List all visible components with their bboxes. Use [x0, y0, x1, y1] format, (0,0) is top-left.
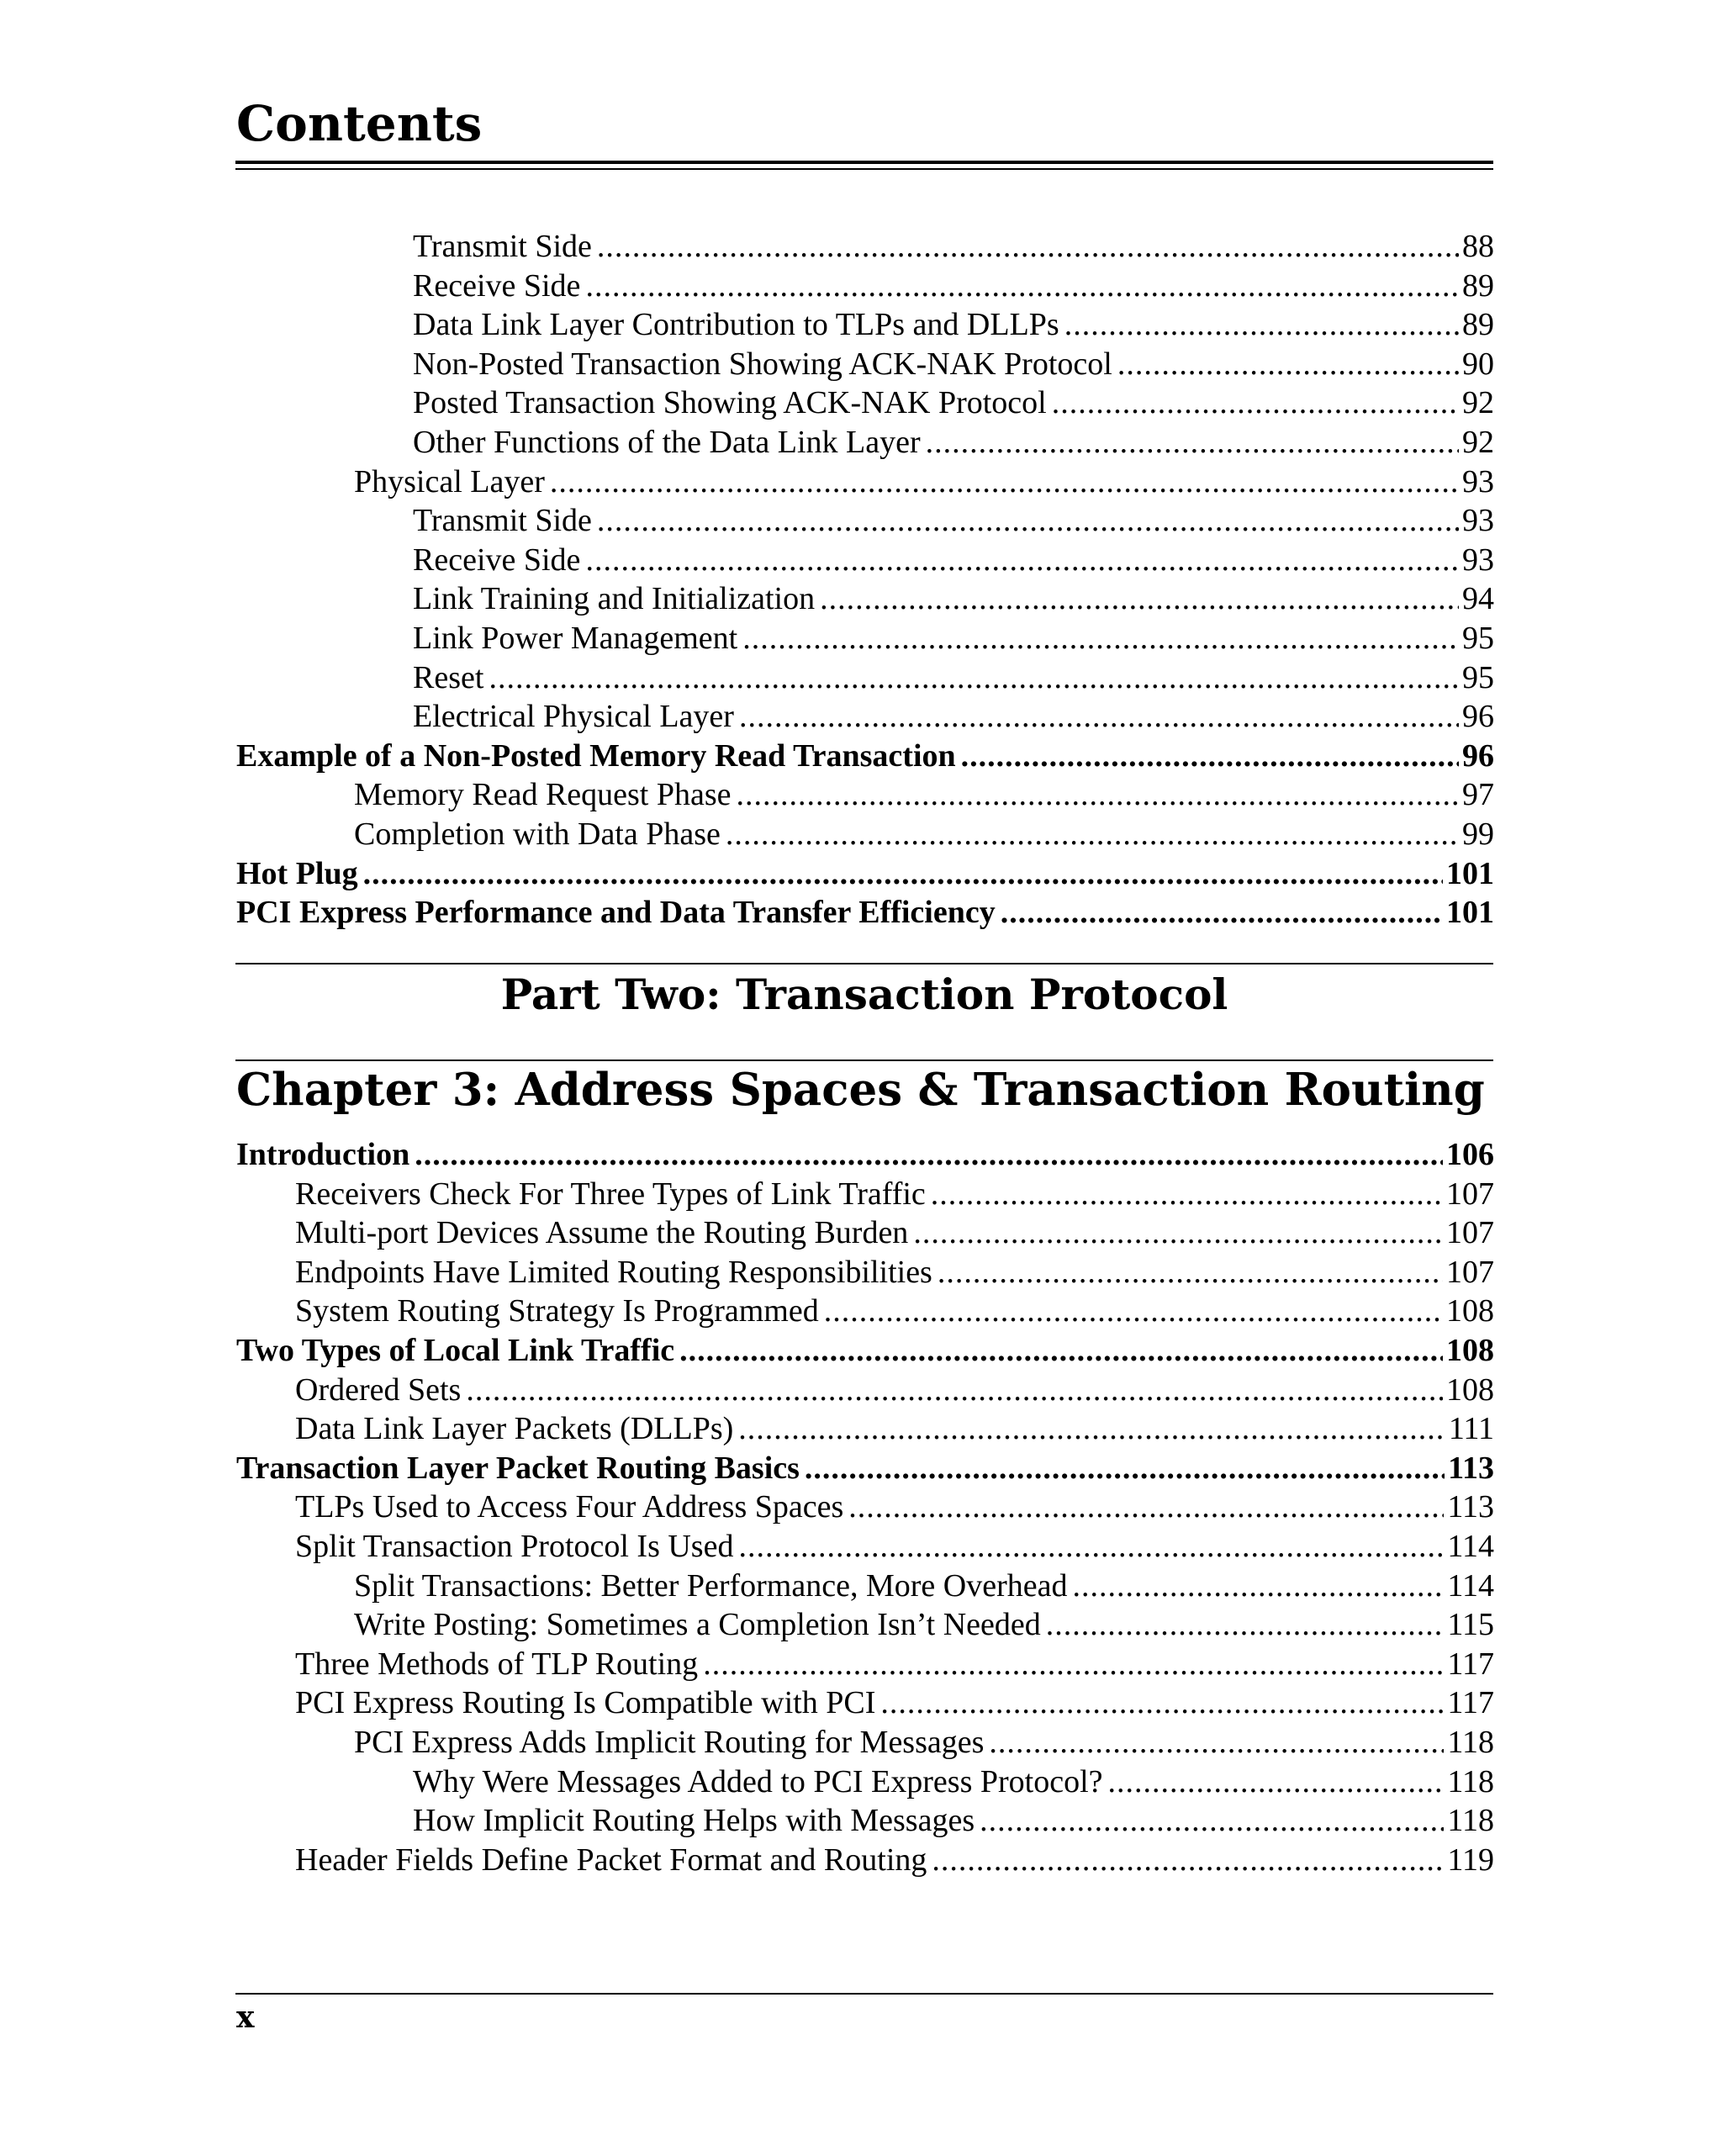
- dot-leader: [980, 1801, 1444, 1841]
- toc-entry-page-number: 114: [1447, 1528, 1494, 1564]
- part-title: Part Two: Transaction Protocol: [500, 970, 1228, 1019]
- toc-entry-label: Link Training and Initialization: [413, 581, 816, 617]
- toc-entry-page-number: 108: [1446, 1332, 1494, 1368]
- dot-leader: [489, 658, 1459, 698]
- toc-entry[interactable]: [236, 1723, 1494, 1762]
- dot-leader: [550, 462, 1459, 502]
- toc-entry[interactable]: [236, 658, 1494, 698]
- toc-entry-page-number: 95: [1462, 620, 1494, 656]
- toc-entry-label: Memory Read Request Phase: [354, 777, 732, 813]
- dot-leader: [738, 1409, 1445, 1449]
- toc-entry-label: Transaction Layer Packet Routing Basics: [236, 1450, 800, 1486]
- toc-entry-page-number: 94: [1462, 581, 1494, 617]
- dot-leader: [926, 423, 1459, 462]
- toc-entry-page-number: 107: [1446, 1254, 1494, 1290]
- toc-section-top: [236, 227, 1494, 933]
- toc-entry-label: Hot Plug: [236, 855, 358, 891]
- toc-entry-page-number: 114: [1447, 1567, 1494, 1604]
- dot-leader: [989, 1723, 1444, 1762]
- dot-leader: [932, 1841, 1444, 1880]
- toc-entry-page-number: 118: [1447, 1803, 1494, 1839]
- toc-entry[interactable]: [236, 383, 1494, 423]
- toc-entry[interactable]: [236, 1488, 1494, 1527]
- toc-entry[interactable]: [236, 1449, 1494, 1488]
- dot-leader: [1001, 893, 1443, 933]
- dot-leader: [913, 1213, 1443, 1253]
- dot-leader: [585, 267, 1459, 306]
- toc-entry-label: Electrical Physical Layer: [413, 699, 734, 735]
- toc-entry[interactable]: [236, 1801, 1494, 1841]
- toc-entry-label: Transmit Side: [413, 229, 592, 264]
- toc-entry-label: Multi-port Devices Assume the Routing Burden: [295, 1215, 909, 1251]
- toc-entry-page-number: 113: [1447, 1489, 1494, 1525]
- toc-entry-page-number: 117: [1447, 1685, 1494, 1721]
- toc-entry[interactable]: [236, 227, 1494, 267]
- footer-page-number: x: [236, 2000, 255, 2035]
- dot-leader: [738, 1527, 1444, 1567]
- toc-entry[interactable]: [236, 1253, 1494, 1292]
- toc-entry[interactable]: [236, 737, 1494, 776]
- toc-entry-label: Completion with Data Phase: [354, 816, 721, 852]
- toc-entry[interactable]: [236, 1605, 1494, 1645]
- dot-leader: [1108, 1762, 1445, 1802]
- dot-leader: [466, 1371, 1443, 1410]
- dot-leader: [363, 854, 1443, 894]
- dot-leader: [961, 737, 1459, 776]
- toc-entry-label: Data Link Layer Contribution to TLPs and DLLPs: [413, 307, 1059, 343]
- toc-entry-page-number: 89: [1462, 267, 1494, 304]
- toc-entry-page-number: 106: [1446, 1137, 1494, 1172]
- toc-entry[interactable]: [236, 775, 1494, 815]
- toc-entry[interactable]: [236, 579, 1494, 619]
- toc-entry-label: Ordered Sets: [295, 1371, 462, 1408]
- toc-entry[interactable]: [236, 501, 1494, 541]
- toc-entry-label: Two Types of Local Link Traffic: [236, 1332, 675, 1368]
- toc-entry-page-number: 89: [1462, 307, 1494, 343]
- toc-entry-label: Receive Side: [413, 267, 581, 304]
- dot-leader: [739, 697, 1459, 737]
- dot-leader: [820, 579, 1459, 619]
- toc-entry-label: System Routing Strategy Is Programmed: [295, 1293, 819, 1329]
- toc-entry-page-number: 107: [1446, 1176, 1494, 1212]
- dot-leader: [737, 775, 1459, 815]
- toc-entry-label: How Implicit Routing Helps with Messages: [413, 1803, 975, 1839]
- toc-entry-label: PCI Express Routing Is Compatible with PCI: [295, 1685, 876, 1721]
- toc-entry[interactable]: [236, 423, 1494, 462]
- toc-entry-label: Non-Posted Transaction Showing ACK-NAK Protocol: [413, 346, 1112, 382]
- dot-leader: [1072, 1567, 1444, 1606]
- toc-entry[interactable]: [236, 1409, 1494, 1449]
- toc-entry-page-number: 95: [1462, 659, 1494, 695]
- toc-entry[interactable]: [236, 1567, 1494, 1606]
- dot-leader: [1064, 305, 1459, 345]
- toc-entry[interactable]: [236, 1841, 1494, 1880]
- dot-leader: [805, 1449, 1445, 1488]
- toc-entry-label: Posted Transaction Showing ACK-NAK Protocol: [413, 385, 1047, 421]
- toc-entry[interactable]: [236, 1331, 1494, 1371]
- toc-entry-label: Why Were Messages Added to PCI Express Protocol?: [413, 1763, 1103, 1799]
- toc-entry-label: Receive Side: [413, 542, 581, 578]
- toc-section-chapter: [236, 1135, 1494, 1879]
- toc-entry[interactable]: [236, 1292, 1494, 1331]
- toc-entry-label: Introduction: [236, 1137, 410, 1172]
- toc-entry-page-number: 97: [1462, 777, 1494, 813]
- toc-entry-label: Split Transactions: Better Performance, More Overhead: [354, 1567, 1068, 1604]
- toc-entry-page-number: 101: [1446, 855, 1494, 891]
- toc-entry-page-number: 96: [1462, 699, 1494, 735]
- toc-entry[interactable]: [236, 1175, 1494, 1214]
- toc-entry-label: Three Methods of TLP Routing: [295, 1646, 699, 1682]
- toc-entry[interactable]: [236, 893, 1494, 933]
- part-rule-top: [235, 963, 1493, 964]
- toc-entry[interactable]: [236, 697, 1494, 737]
- toc-entry[interactable]: [236, 1213, 1494, 1253]
- toc-entry[interactable]: [236, 541, 1494, 580]
- toc-entry-label: Receivers Check For Three Types of Link Traffic: [295, 1176, 926, 1212]
- chapter-title: Chapter 3: Address Spaces & Transaction Routing: [236, 1064, 1485, 1116]
- toc-entry-label: Link Power Management: [413, 620, 738, 656]
- part-rule-bottom: [235, 1060, 1493, 1061]
- header-rule-thin: [235, 168, 1493, 170]
- toc-entry-page-number: 117: [1447, 1646, 1494, 1682]
- dot-leader: [597, 501, 1459, 541]
- toc-entry[interactable]: [236, 345, 1494, 384]
- toc-entry-label: Other Functions of the Data Link Layer: [413, 424, 921, 460]
- toc-entry[interactable]: [236, 1135, 1494, 1175]
- toc-entry-page-number: 113: [1448, 1450, 1494, 1486]
- toc-entry-label: PCI Express Performance and Data Transfer Efficiency: [236, 895, 996, 931]
- toc-entry[interactable]: [236, 1683, 1494, 1723]
- toc-entry-page-number: 101: [1446, 895, 1494, 931]
- toc-entry-page-number: 96: [1462, 737, 1494, 774]
- toc-entry-label: TLPs Used to Access Four Address Spaces: [295, 1489, 844, 1525]
- toc-entry-label: Header Fields Define Packet Format and Routing: [295, 1842, 927, 1878]
- toc-entry[interactable]: [236, 1371, 1494, 1410]
- dot-leader: [1117, 345, 1459, 384]
- toc-entry[interactable]: [236, 1762, 1494, 1802]
- toc-entry-page-number: 108: [1446, 1371, 1494, 1408]
- dot-leader: [585, 541, 1459, 580]
- toc-entry[interactable]: [236, 305, 1494, 345]
- toc-entry-page-number: 92: [1462, 385, 1494, 421]
- dot-leader: [597, 227, 1459, 267]
- dot-leader: [1052, 383, 1459, 423]
- toc-entry-label: Reset: [413, 659, 484, 695]
- toc-entry-page-number: 119: [1447, 1842, 1494, 1878]
- toc-entry-page-number: 99: [1462, 816, 1494, 852]
- header-rule-thick: [235, 161, 1493, 164]
- dot-leader: [931, 1175, 1443, 1214]
- toc-entry-label: Split Transaction Protocol Is Used: [295, 1528, 734, 1564]
- toc-entry[interactable]: [236, 462, 1494, 502]
- toc-entry-page-number: 107: [1446, 1215, 1494, 1251]
- toc-entry[interactable]: [236, 619, 1494, 658]
- toc-entry-page-number: 90: [1462, 346, 1494, 382]
- page-title: Contents: [236, 95, 483, 152]
- dot-leader: [726, 815, 1459, 854]
- dot-leader: [880, 1683, 1444, 1723]
- toc-entry-label: Transmit Side: [413, 503, 592, 539]
- toc-entry[interactable]: [236, 1527, 1494, 1567]
- toc-entry-page-number: 115: [1447, 1607, 1494, 1643]
- toc-entry-label: Data Link Layer Packets (DLLPs): [295, 1411, 734, 1447]
- dot-leader: [703, 1645, 1444, 1684]
- dot-leader: [848, 1488, 1444, 1527]
- toc-entry[interactable]: [236, 854, 1494, 894]
- toc-entry-label: PCI Express Adds Implicit Routing for Messages: [354, 1724, 985, 1760]
- dot-leader: [679, 1331, 1443, 1371]
- toc-entry[interactable]: [236, 1645, 1494, 1684]
- dot-leader: [1046, 1605, 1445, 1645]
- toc-entry[interactable]: [236, 815, 1494, 854]
- toc-entry-page-number: 93: [1462, 503, 1494, 539]
- toc-entry-label: Physical Layer: [354, 463, 545, 499]
- footer-rule: [235, 1993, 1493, 1995]
- toc-entry-page-number: 111: [1448, 1411, 1494, 1447]
- toc-entry-label: Example of a Non-Posted Memory Read Transaction: [236, 737, 956, 774]
- toc-entry-page-number: 118: [1447, 1763, 1494, 1799]
- dot-leader: [742, 619, 1459, 658]
- toc-entry-label: Write Posting: Sometimes a Completion Isn’t Needed: [354, 1607, 1041, 1643]
- toc-entry-page-number: 93: [1462, 542, 1494, 578]
- toc-entry-page-number: 88: [1462, 229, 1494, 264]
- toc-entry-label: Endpoints Have Limited Routing Responsibilities: [295, 1254, 932, 1290]
- toc-entry-page-number: 92: [1462, 424, 1494, 460]
- toc-entry-page-number: 118: [1447, 1724, 1494, 1760]
- toc-entry-page-number: 93: [1462, 463, 1494, 499]
- dot-leader: [415, 1135, 1443, 1175]
- toc-entry[interactable]: [236, 267, 1494, 306]
- dot-leader: [938, 1253, 1443, 1292]
- dot-leader: [824, 1292, 1443, 1331]
- toc-entry-page-number: 108: [1446, 1293, 1494, 1329]
